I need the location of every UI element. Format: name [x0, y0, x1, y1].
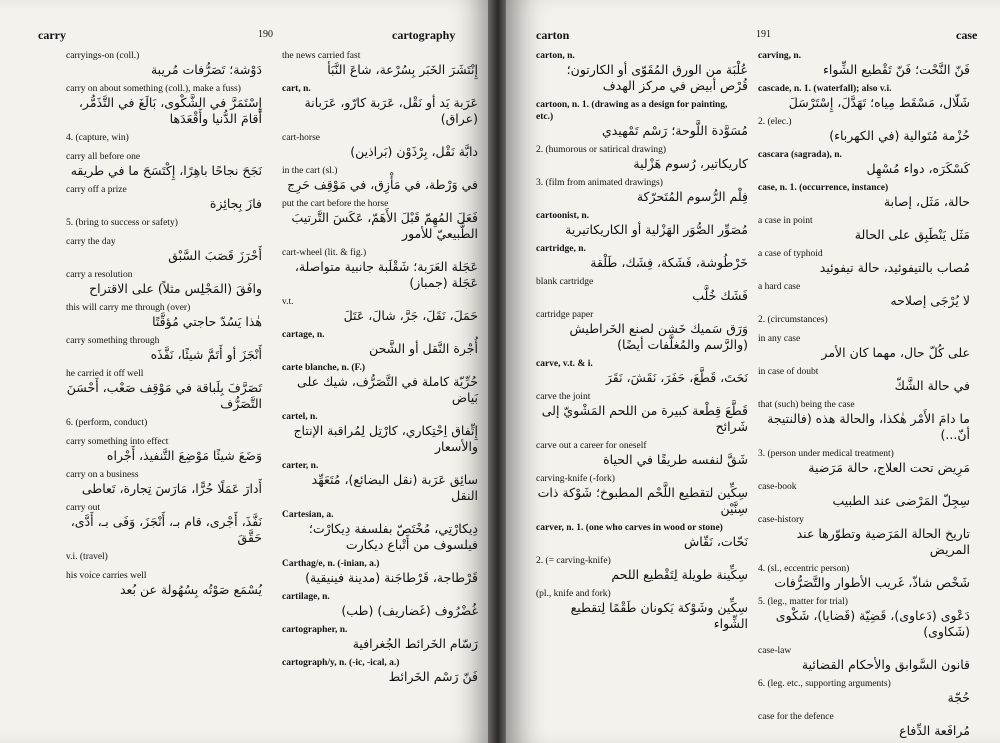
right-header-guide: carton — [536, 28, 570, 42]
dictionary-entry — [536, 391, 748, 435]
arabic-translation: نَجَحَ نجاحًا باهِرًا، إِكْتَسَحَ ما في طريقه — [70, 163, 262, 178]
dictionary-entry — [66, 132, 262, 146]
dictionary-entry — [66, 551, 262, 565]
arabic-translation: إِنْتَشَرَ الخَبَر بِسُرْعة، شاعَ النَّبَأ — [327, 62, 478, 77]
dictionary-entry — [66, 570, 262, 598]
dictionary-entry — [536, 473, 748, 517]
dictionary-entry — [758, 248, 970, 276]
english-term: this will carry me through (over) — [66, 303, 191, 313]
dictionary-entry — [282, 83, 478, 127]
english-term: cart-horse — [282, 133, 320, 143]
english-term: carte blanche, n. (F.) — [282, 363, 366, 373]
dictionary-entry — [282, 50, 478, 78]
english-term: case, n. 1. (occurrence, instance) — [758, 183, 889, 193]
dictionary-entry — [66, 335, 262, 363]
english-term: Carthag/e, n. (-inian, a.) — [282, 559, 380, 569]
english-term: cartage, n. — [282, 330, 325, 340]
english-term: in the cart (sl.) — [282, 166, 338, 176]
english-term: in any case — [758, 334, 801, 344]
right-page — [506, 0, 1000, 743]
right-page-number: 191 — [756, 29, 771, 40]
english-term: carry on about something (coll.), make a fuss) — [66, 84, 241, 94]
dictionary-entry — [758, 448, 970, 476]
english-term: case-law — [758, 646, 792, 656]
english-term: 5. (leg., matter for trial) — [758, 597, 848, 607]
right-header-guide-end: case — [956, 28, 978, 42]
english-term: he carried it off well — [66, 369, 144, 379]
arabic-translation: يُسْمَع صَوْتُه بِسُهُولة عن بُعد — [119, 582, 262, 597]
arabic-translation: شَقَّ لنفسه طريقًا في الحياة — [603, 452, 748, 467]
english-term: 4. (sl., eccentric person) — [758, 564, 850, 574]
english-term: cart-wheel (lit. & fig.) — [282, 248, 367, 258]
arabic-translation: نَحّات، نَقّاش — [683, 534, 748, 549]
dictionary-entry — [758, 678, 970, 706]
english-term: in case of doubt — [758, 367, 819, 377]
dictionary-entry — [282, 329, 478, 357]
dictionary-entry — [536, 177, 748, 205]
arabic-translation: وَرَق سَميك خَشِن لصنع الخَراطيش (والرَّسم والمُغلّفات أيضًا) — [569, 321, 748, 352]
arabic-translation: رَسّام الخَرائط الجُغرافية — [352, 636, 478, 651]
english-term: (pl., knife and fork) — [536, 589, 611, 599]
arabic-translation: قَطَّعَ قِطْعة كبيرة من اللحم المَشْويّ إلى شَرائح — [541, 403, 748, 434]
arabic-translation: فَنّ النَّحْت؛ فَنّ تَقْطيع الشِّواء — [823, 62, 970, 77]
english-term: a case of typhoid — [758, 249, 823, 259]
dictionary-entry — [66, 502, 262, 546]
arabic-translation: على كُلّ حال، مهما كان الأمر — [821, 345, 970, 360]
english-term: carving-knife (-fork) — [536, 474, 615, 484]
english-term: 6. (leg. etc., supporting arguments) — [758, 679, 891, 689]
english-term: case-book — [758, 482, 797, 492]
english-term: 3. (person under medical treatment) — [758, 449, 894, 459]
dictionary-entry — [282, 657, 478, 685]
arabic-translation: شَخْص شاذّ، غَريب الأطوار والتَّصَرُّفات — [774, 575, 970, 590]
english-term: 2. (circumstances) — [758, 315, 828, 325]
english-term: case-history — [758, 515, 804, 525]
dictionary-entry — [758, 481, 970, 509]
arabic-translation: حالة، مَثَل، إصابة — [883, 194, 970, 209]
dictionary-entry — [282, 165, 478, 193]
english-term: his voice carries well — [66, 571, 147, 581]
arabic-translation: مُرافَعة الدِّفاع — [899, 723, 970, 738]
arabic-translation: عُلْبَة من الورق المُقَوّى أو الكارتون؛ قُرْص أبيض في مركز الهدف — [566, 62, 748, 93]
dictionary-entry — [758, 149, 970, 177]
left-header-guide-end: cartography — [392, 28, 456, 42]
dictionary-entry — [758, 116, 970, 144]
arabic-translation: نَحَتَ، قَطَّعَ، حَفَرَ، نَقَشَ، نَقَرَ — [605, 370, 748, 385]
dictionary-entry — [66, 184, 262, 212]
arabic-translation: قانون السَّوابق والأحكام القضائية — [801, 657, 970, 672]
english-term: v.i. (travel) — [66, 552, 108, 562]
arabic-translation: مُسَوَّدة اللَّوحة؛ رَسْم تَمْهيدي — [601, 123, 748, 138]
english-term: carry something through — [66, 336, 160, 346]
english-term: cascade, n. 1. (waterfall); also v.i. — [758, 84, 892, 94]
arabic-translation: في حالة الشَّكّ — [894, 378, 970, 393]
english-term: that (such) being the case — [758, 400, 855, 410]
arabic-translation: قَرْطاجة، قَرْطاجَنة (مدينة فينيقية) — [305, 570, 478, 585]
dictionary-entry — [282, 362, 478, 406]
arabic-translation: إِتِّفاق اِحْتِكاري، كارْتِل لِمُراقبة الإنتاج والأسعار — [293, 423, 478, 454]
arabic-translation: سِكِّينة طويلة لِتَقْطيع اللحم — [611, 567, 748, 582]
dictionary-entry — [66, 436, 262, 464]
english-term: 4. (capture, win) — [66, 133, 129, 143]
english-term: case for the defence — [758, 712, 834, 722]
dictionary-entry — [758, 281, 970, 309]
dictionary-entry — [282, 558, 478, 586]
dictionary-entry — [66, 269, 262, 297]
arabic-translation: كاريكاتير، رُسوم هَزْلية — [633, 156, 748, 171]
arabic-translation: أَنْجَزَ أو أَتَمَّ شيئًا، نَفَّذَه — [150, 347, 262, 362]
dictionary-entry — [758, 645, 970, 673]
dictionary-entry — [66, 151, 262, 179]
english-term: cartridge paper — [536, 310, 594, 320]
dictionary-entry — [758, 215, 970, 243]
arabic-translation: وافَقَ (المَجْلِس مثلاً) على الاقتراح — [89, 281, 262, 296]
dictionary-entry — [536, 276, 748, 304]
english-term: carver, n. 1. (one who carves in wood or stone) — [536, 523, 723, 533]
dictionary-entry — [536, 522, 748, 550]
arabic-translation: سائِق عَرَبة (نقل البضائع)، مُتَعَهِّد النقل — [311, 472, 478, 503]
arabic-translation: أُجْرة النَّقل أو الشَّحن — [369, 341, 478, 356]
dictionary-entry — [758, 596, 970, 640]
dictionary-entry — [758, 314, 970, 328]
dictionary-entry — [758, 366, 970, 394]
dictionary-entry — [282, 460, 478, 504]
arabic-translation: غُضْرُوف (غَضاريف) (طب) — [341, 603, 478, 618]
dictionary-entry — [758, 563, 970, 591]
arabic-translation: سِكِّين لتقطيع اللَّحْم المطبوخ؛ شَوْكة ذات سِنَّيْن — [537, 485, 748, 516]
dictionary-entry — [282, 411, 478, 455]
english-term: cartograph/y, n. (-ic, -ical, a.) — [282, 658, 400, 668]
arabic-translation: دَعْوى (دَعاوى)، قَضِيّة (قَضايا)، شَكْوى (شَكاوى) — [775, 608, 970, 639]
dictionary-entry — [282, 198, 478, 242]
dictionary-entry — [66, 217, 262, 231]
english-term: a hard case — [758, 282, 801, 292]
arabic-translation: إِسْتَمَرَّ في الشَّكْوى، بَالَغَ في التَّذَمُّر، أَقامَ الدُّنيا وأَقْعَدَها — [78, 95, 262, 126]
dictionary-entry — [758, 182, 970, 210]
arabic-translation: مُصاب بالتيفوئيد، حالة تيفوئيد — [819, 260, 970, 275]
english-term: carve, v.t. & i. — [536, 359, 593, 369]
arabic-translation: أَحْرَزَ قَصَبَ السَّبْق — [168, 248, 262, 263]
arabic-translation: حَمَلَ، نَقَلَ، جَرَّ، شالَ، عَتَلَ — [343, 308, 478, 323]
arabic-translation: أَدارَ عَمَلًا حُرًّا، مَارَسَ تِجارة، تَعاطى — [81, 481, 262, 496]
english-term: 2. (humorous or satirical drawing) — [536, 145, 667, 155]
left-page — [0, 0, 492, 743]
arabic-translation: مُصَوِّر الصُّوَر الهَزْلية أو الكاريكاتيرية — [565, 222, 748, 237]
dictionary-entry — [66, 469, 262, 497]
arabic-translation: عَرَبة يَد أو نَقْل، عَرَبة كارّو، عَرَبانة (عراق) — [304, 95, 478, 126]
english-term: carton, n. — [536, 51, 575, 61]
dictionary-entry — [66, 236, 262, 264]
english-term: 2. (= carving-knife) — [536, 556, 611, 566]
english-term: carving, n. — [758, 51, 802, 61]
arabic-translation: تَصَرَّفَ بِلَباقة في مَوْقِف صَعْب، أَحْسَنَ التَّصَرُّف — [66, 380, 262, 411]
dictionary-entry — [282, 591, 478, 619]
english-term: v.t. — [282, 297, 294, 307]
english-term: 5. (bring to success or safety) — [66, 218, 178, 228]
left-column-2 — [282, 50, 478, 690]
english-term: carry all before one — [66, 152, 141, 162]
dictionary-entry — [758, 50, 970, 78]
english-term: cartoonist, n. — [536, 211, 590, 221]
english-term: the news carried fast — [282, 51, 361, 61]
arabic-translation: دابَّة نَقْل، بِرْذَوْن (بَراذين) — [350, 144, 478, 159]
dictionary-entry — [536, 309, 748, 353]
arabic-translation: فازَ بِجائِزة — [209, 196, 262, 211]
arabic-translation: خَرْطُوشة، فَشَكة، فِشَك، طَلْقة — [590, 255, 748, 270]
dictionary-entry — [536, 144, 748, 172]
right-column-2 — [758, 50, 970, 743]
dictionary-entry — [66, 83, 262, 127]
english-term: blank cartridge — [536, 277, 594, 287]
arabic-translation: في وَرْطة، في مَأْزِق، في مَوْقِف حَرِج — [287, 177, 478, 192]
english-term: cartoon, n. 1. (drawing as a design for painting, etc.) — [536, 100, 728, 122]
english-term: carry the day — [66, 237, 116, 247]
arabic-translation: حُزْمة مُتَوالية (في الكهرباء) — [829, 128, 970, 143]
dictionary-entry — [536, 440, 748, 468]
dictionary-entry — [66, 50, 262, 78]
dictionary-entry — [66, 368, 262, 412]
dictionary-entry — [536, 99, 748, 139]
dictionary-entry — [758, 514, 970, 558]
english-term: carter, n. — [282, 461, 319, 471]
arabic-translation: عَجَلة العَرَبة؛ شَقْلَبة جانبية متواصلة، عَجَلة (جمباز) — [294, 259, 478, 290]
dictionary-entry — [758, 333, 970, 361]
english-term: carryings-on (coll.) — [66, 51, 140, 61]
arabic-translation: وَضَعَ شيئًا مَوْضِعَ التَّنفيذ، أَجْراه — [106, 448, 262, 463]
english-term: 3. (film from animated drawings) — [536, 178, 663, 188]
dictionary-entry — [536, 50, 748, 94]
english-term: carry on a business — [66, 470, 139, 480]
dictionary-entry — [66, 302, 262, 330]
english-term: Cartesian, a. — [282, 510, 334, 520]
dictionary-entry — [758, 711, 970, 739]
arabic-translation: نَفَّذَ، أَجْرى، قام بـ، أَنْجَزَ، وَفَى بـ، أَدَّى، حَقَّقَ — [70, 514, 262, 545]
dictionary-entry — [536, 243, 748, 271]
english-term: carry out — [66, 503, 101, 513]
english-term: carry something into effect — [66, 437, 169, 447]
dictionary-entry — [282, 509, 478, 553]
english-term: cartel, n. — [282, 412, 318, 422]
arabic-translation: سِكِّين وشَوْكة يَكونان طَقْمًا لِتقطيع الشِّواء — [570, 600, 748, 631]
dictionary-entry — [536, 588, 748, 632]
arabic-translation: فَعَلَ المُهِمّ قَبْلَ الأَهَمّ، عَكَسَ التَّرتيبَ الطَّبيعيّ للأمور — [291, 210, 478, 241]
right-column-1 — [536, 50, 748, 637]
english-term: 6. (perform, conduct) — [66, 418, 148, 428]
english-term: cart, n. — [282, 84, 311, 94]
english-term: carry a resolution — [66, 270, 133, 280]
left-column-1 — [66, 50, 262, 603]
english-term: 2. (elec.) — [758, 117, 792, 127]
arabic-translation: فَنّ رَسْم الخَرائط — [388, 669, 478, 684]
arabic-translation: مَثَل يَنْطَبِق على الحالة — [854, 227, 970, 242]
dictionary-entry — [282, 296, 478, 324]
english-term: cartilage, n. — [282, 592, 330, 602]
arabic-translation: ما دامَ الأَمْر هٰكذا، والحالة هذه (فالنتيجة أنّ...) — [767, 411, 970, 442]
arabic-translation: كَسْكَرَه، دواء مُسْهِل — [866, 161, 970, 176]
dictionary-entry — [536, 210, 748, 238]
arabic-translation: مَرِيض تحت العلاج، حالة مَرَضية — [808, 460, 970, 475]
english-term: cartridge, n. — [536, 244, 586, 254]
dictionary-entry — [758, 399, 970, 443]
arabic-translation: دَوْشة؛ تَصَرُّفات مُريبة — [150, 62, 262, 77]
arabic-translation: لا يُرْجَى إصلاحه — [890, 293, 970, 308]
arabic-translation: سِجِلّ المَرْضى عند الطبيب — [832, 493, 970, 508]
dictionary-entry — [758, 83, 970, 111]
arabic-translation: دِيكارْتِي، مُخْتَصّ بفلسفة دِيكارْت؛ فيلسوف من أَتْباع ديكارت — [308, 521, 478, 552]
dictionary-entry — [536, 358, 748, 386]
english-term: a case in point — [758, 216, 813, 226]
dictionary-entry — [282, 624, 478, 652]
english-term: cascara (sagrada), n. — [758, 150, 842, 160]
english-term: cartographer, n. — [282, 625, 348, 635]
arabic-translation: فَشَك خُلَّب — [692, 288, 748, 303]
english-term: carve the joint — [536, 392, 591, 402]
english-term: carve out a career for oneself — [536, 441, 647, 451]
english-term: put the cart before the horse — [282, 199, 389, 209]
english-term: carry off a prize — [66, 185, 127, 195]
arabic-translation: شَلّال، مَسْقَط مِياه؛ تَهَدَّلَ، إِسْتَرْسَلَ — [788, 95, 970, 110]
arabic-translation: حُرِّيّة كاملة في التَّصَرُّف، شيك على بَياض — [297, 374, 478, 405]
dictionary-entry — [282, 247, 478, 291]
arabic-translation: حُجّة — [947, 690, 970, 705]
arabic-translation: فِلْم الرُّسوم المُتَحرّكة — [636, 189, 748, 204]
left-page-number: 190 — [258, 29, 273, 40]
left-header-guide: carry — [38, 28, 66, 42]
dictionary-entry — [66, 417, 262, 431]
dictionary-entry — [536, 555, 748, 583]
dictionary-entry — [282, 132, 478, 160]
arabic-translation: هٰذا يَسُدّ حاجتي مُؤقَّتًا — [152, 314, 262, 329]
arabic-translation: تاريخ الحالة المَرَضية وتطوّرها عند المريض — [796, 526, 970, 557]
